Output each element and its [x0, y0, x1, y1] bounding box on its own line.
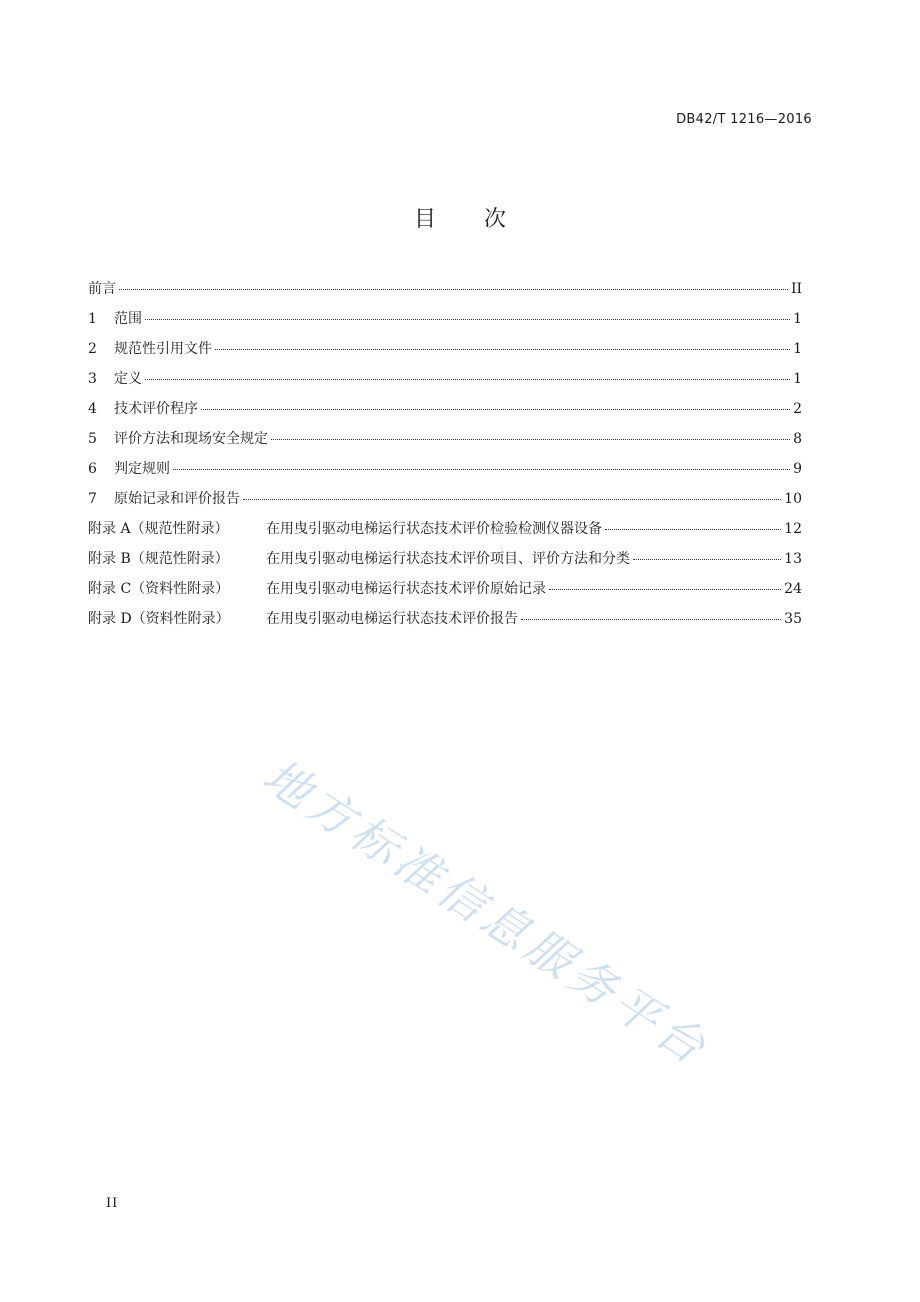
toc-entry-page: 10 — [784, 491, 802, 507]
toc-entry-title: 范围 — [114, 311, 142, 327]
toc-entry-page: 35 — [784, 611, 802, 627]
toc-dot-leader — [145, 379, 790, 380]
toc-entry-1[interactable] — [88, 309, 802, 339]
toc-entry-3[interactable] — [88, 369, 802, 399]
toc-entry-2[interactable] — [88, 339, 802, 369]
toc-annex-label: 附录 D（资料性附录） — [88, 611, 230, 627]
toc-dot-leader — [521, 619, 781, 620]
toc-dot-leader — [173, 469, 790, 470]
toc-entry-page: 1 — [793, 311, 802, 327]
watermark: 地方标准信息服务平台 — [253, 748, 720, 1077]
toc-entry-page: 24 — [784, 581, 802, 597]
toc-entry-title: 技术评价程序 — [114, 401, 198, 417]
toc-entry-title: 在用曳引驱动电梯运行状态技术评价项目、评价方法和分类 — [266, 551, 630, 567]
toc-entry-annex-c[interactable] — [88, 579, 802, 609]
toc-entry-page: II — [790, 281, 802, 297]
toc-annex-label: 附录 C（资料性附录） — [88, 581, 230, 597]
toc-entry-page: 1 — [793, 371, 802, 387]
toc-entry-title: 在用曳引驱动电梯运行状态技术评价报告 — [266, 611, 518, 627]
toc-dot-leader — [271, 439, 790, 440]
page-title — [0, 202, 920, 233]
toc-annex-label: 附录 A（规范性附录） — [88, 521, 229, 537]
toc-entry-page: 8 — [793, 431, 802, 447]
toc-entry-annex-d[interactable] — [88, 609, 802, 639]
toc-entry-title: 在用曳引驱动电梯运行状态技术评价原始记录 — [266, 581, 546, 597]
table-of-contents — [88, 279, 802, 639]
toc-entry-page: 12 — [784, 521, 802, 537]
toc-entry-annex-b[interactable] — [88, 549, 802, 579]
toc-dot-leader — [145, 319, 790, 320]
toc-entry-page: 2 — [793, 401, 802, 417]
toc-entry-7[interactable] — [88, 489, 802, 519]
page-title-char-1: 目 — [413, 207, 436, 232]
toc-entry-title: 在用曳引驱动电梯运行状态技术评价检验检测仪器设备 — [266, 521, 602, 537]
toc-entry-number: 7 — [88, 491, 97, 507]
toc-entry-number: 5 — [88, 431, 97, 447]
toc-entry-preface[interactable] — [88, 279, 802, 309]
toc-entry-number: 1 — [88, 311, 97, 327]
toc-entry-4[interactable] — [88, 399, 802, 429]
toc-entry-title: 前言 — [88, 281, 116, 297]
toc-entry-number: 4 — [88, 401, 97, 417]
toc-entry-title: 判定规则 — [114, 461, 170, 477]
toc-dot-leader — [215, 349, 790, 350]
toc-dot-leader — [633, 559, 781, 560]
toc-entry-title: 规范性引用文件 — [114, 341, 212, 357]
toc-entry-page: 13 — [784, 551, 802, 567]
toc-dot-leader — [605, 529, 781, 530]
toc-entry-5[interactable] — [88, 429, 802, 459]
toc-entry-page: 1 — [793, 341, 802, 357]
toc-entry-annex-a[interactable] — [88, 519, 802, 549]
toc-entry-title: 原始记录和评价报告 — [114, 491, 240, 507]
toc-dot-leader — [243, 499, 781, 500]
page-number: II — [106, 1196, 119, 1211]
toc-annex-label: 附录 B（规范性附录） — [88, 551, 229, 567]
page-title-char-2: 次 — [484, 207, 507, 232]
toc-dot-leader — [201, 409, 790, 410]
toc-entry-page: 9 — [793, 461, 802, 477]
toc-dot-leader — [549, 589, 781, 590]
toc-entry-title: 定义 — [114, 371, 142, 387]
document-code: DB42/T 1216—2016 — [676, 112, 812, 127]
toc-dot-leader — [119, 289, 788, 290]
toc-entry-6[interactable] — [88, 459, 802, 489]
toc-entry-number: 2 — [88, 341, 97, 357]
toc-entry-title: 评价方法和现场安全规定 — [114, 431, 268, 447]
toc-entry-number: 3 — [88, 371, 97, 387]
toc-entry-number: 6 — [88, 461, 97, 477]
